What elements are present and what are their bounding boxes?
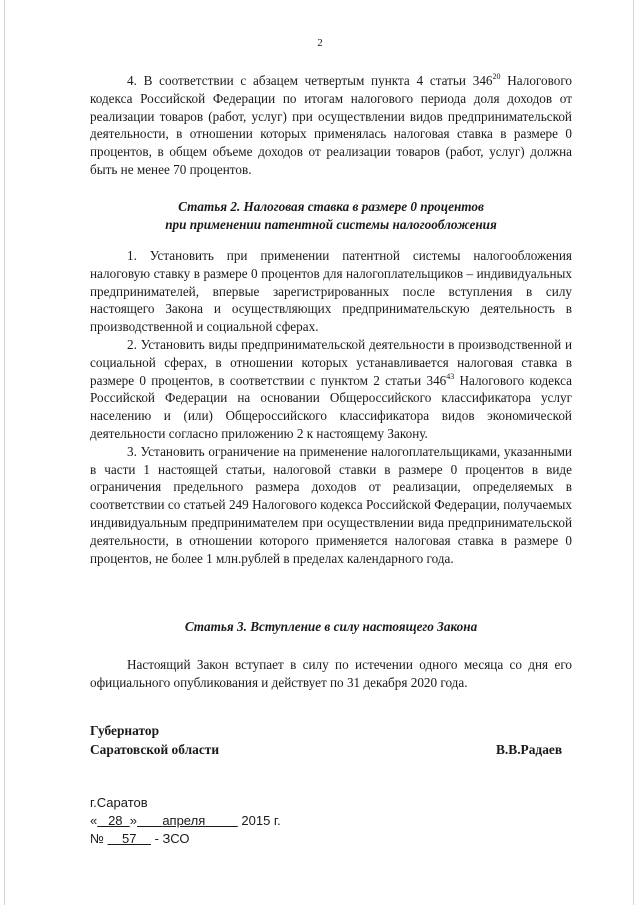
date-open-quote: «: [90, 813, 98, 828]
number-prefix: №: [90, 831, 104, 846]
date-month-value: апреля: [162, 813, 206, 828]
footer-number: [90, 830, 281, 848]
clause-4-text-end: Налогового кодекса Российской Федерации по итогам налогового периода доля доходов от реализации товаров (работ, услуг) при осуществлении видов предпринимательской деятельности, в отношении которых применялась налоговая ставка в размере 0 процентов, в общем объеме доходов от реализации товаров (работ, услуг) должна быть не менее 70 процентов.: [90, 73, 573, 177]
footer-date: [90, 812, 281, 830]
article-2-title-line-1: Статья 2. Налоговая ставка в размере 0 процентов: [178, 199, 484, 214]
article-2-heading: [90, 198, 572, 234]
page-number: 2: [317, 37, 323, 49]
article-3-body: [90, 656, 572, 692]
article-2-title-line-2: при применении патентной системы налогообложения: [165, 217, 497, 232]
clause-4-paragraph: [90, 72, 572, 179]
date-month: [137, 813, 238, 828]
signature-position-line-2: Саратовской области: [90, 742, 220, 757]
clause-4: [90, 72, 572, 179]
article-2-paragraph-2-text-end: Налогового кодекса Российской Федерации на основании Общероссийского классификатора услуг населению и (или) Общероссийского классификатора видов экономической деятельности согласно приложению 2 к настоящему Закону.: [90, 372, 572, 441]
signatory-name: В.В.Радаев: [496, 742, 563, 757]
date-year: 2015 г.: [241, 813, 281, 828]
article-3-paragraph-1: Настоящий Закон вступает в силу по истечении одного месяца со дня его официального опубликования и действует по 31 декабря 2020 года.: [90, 657, 572, 690]
date-close-quote: »: [129, 813, 138, 828]
scan-edge-line-left: [4, 0, 5, 905]
article-2-paragraph-2-text-start: 2. Установить виды предпринимательской деятельности в производственной и социальной сферах, в отношении которых устанавливается налоговая ставка в размере 0 процентов, в соответствии с пунктом 2 статьи 346: [90, 336, 572, 388]
article-2-paragraph-3: 3. Установить ограничение на применение налогоплательщиками, указанными в части 1 настоящей статьи, налоговой ставки в размере 0 процентов в виде ограничения предельного размера доходов от реализации, определяемых в соответствии со статьей 249 Налогового кодекса Российской Федерации, получаемых индивидуальным предпринимателем при осуществлении вида предпринимательской деятельности, в отношении которого применяется налоговая ставка в размере 0 процентов, не более 1 млн.рублей в пределах календарного года.: [90, 443, 572, 566]
document-footer: [90, 794, 281, 848]
date-day-value: 28: [108, 813, 123, 828]
date-day: [97, 813, 130, 828]
number-underline: [108, 831, 151, 846]
article-3-heading: [90, 618, 572, 636]
article-2-paragraph-2-superscript: 43: [446, 371, 455, 381]
number-value: 57: [122, 831, 137, 846]
clause-4-superscript: 20: [492, 72, 501, 81]
article-2-paragraph-1: 1. Установить при применении патентной системы налогообложения налоговую ставку в размере 0 процентов для налогоплательщиков – индивидуальных предпринимателей, впервые зарегистрированных после вступления в силу настоящего Закона и осуществляющих предпринимательскую деятельность в производственной и социальной сферах.: [90, 248, 572, 335]
signature-position-line-1: Губернатор: [90, 723, 160, 738]
footer-city: г.Саратов: [90, 795, 148, 810]
article-2-body: [90, 247, 572, 567]
scan-edge-line-right: [633, 0, 634, 905]
number-suffix: - ЗСО: [154, 831, 190, 846]
article-2-paragraph-2: [90, 336, 572, 443]
clause-4-text-start: 4. В соответствии с абзацем четвертым пункта 4 статьи 346: [127, 73, 493, 88]
signature-position: [90, 721, 219, 759]
article-3-title: Статья 3. Вступление в силу настоящего Закона: [184, 619, 478, 634]
